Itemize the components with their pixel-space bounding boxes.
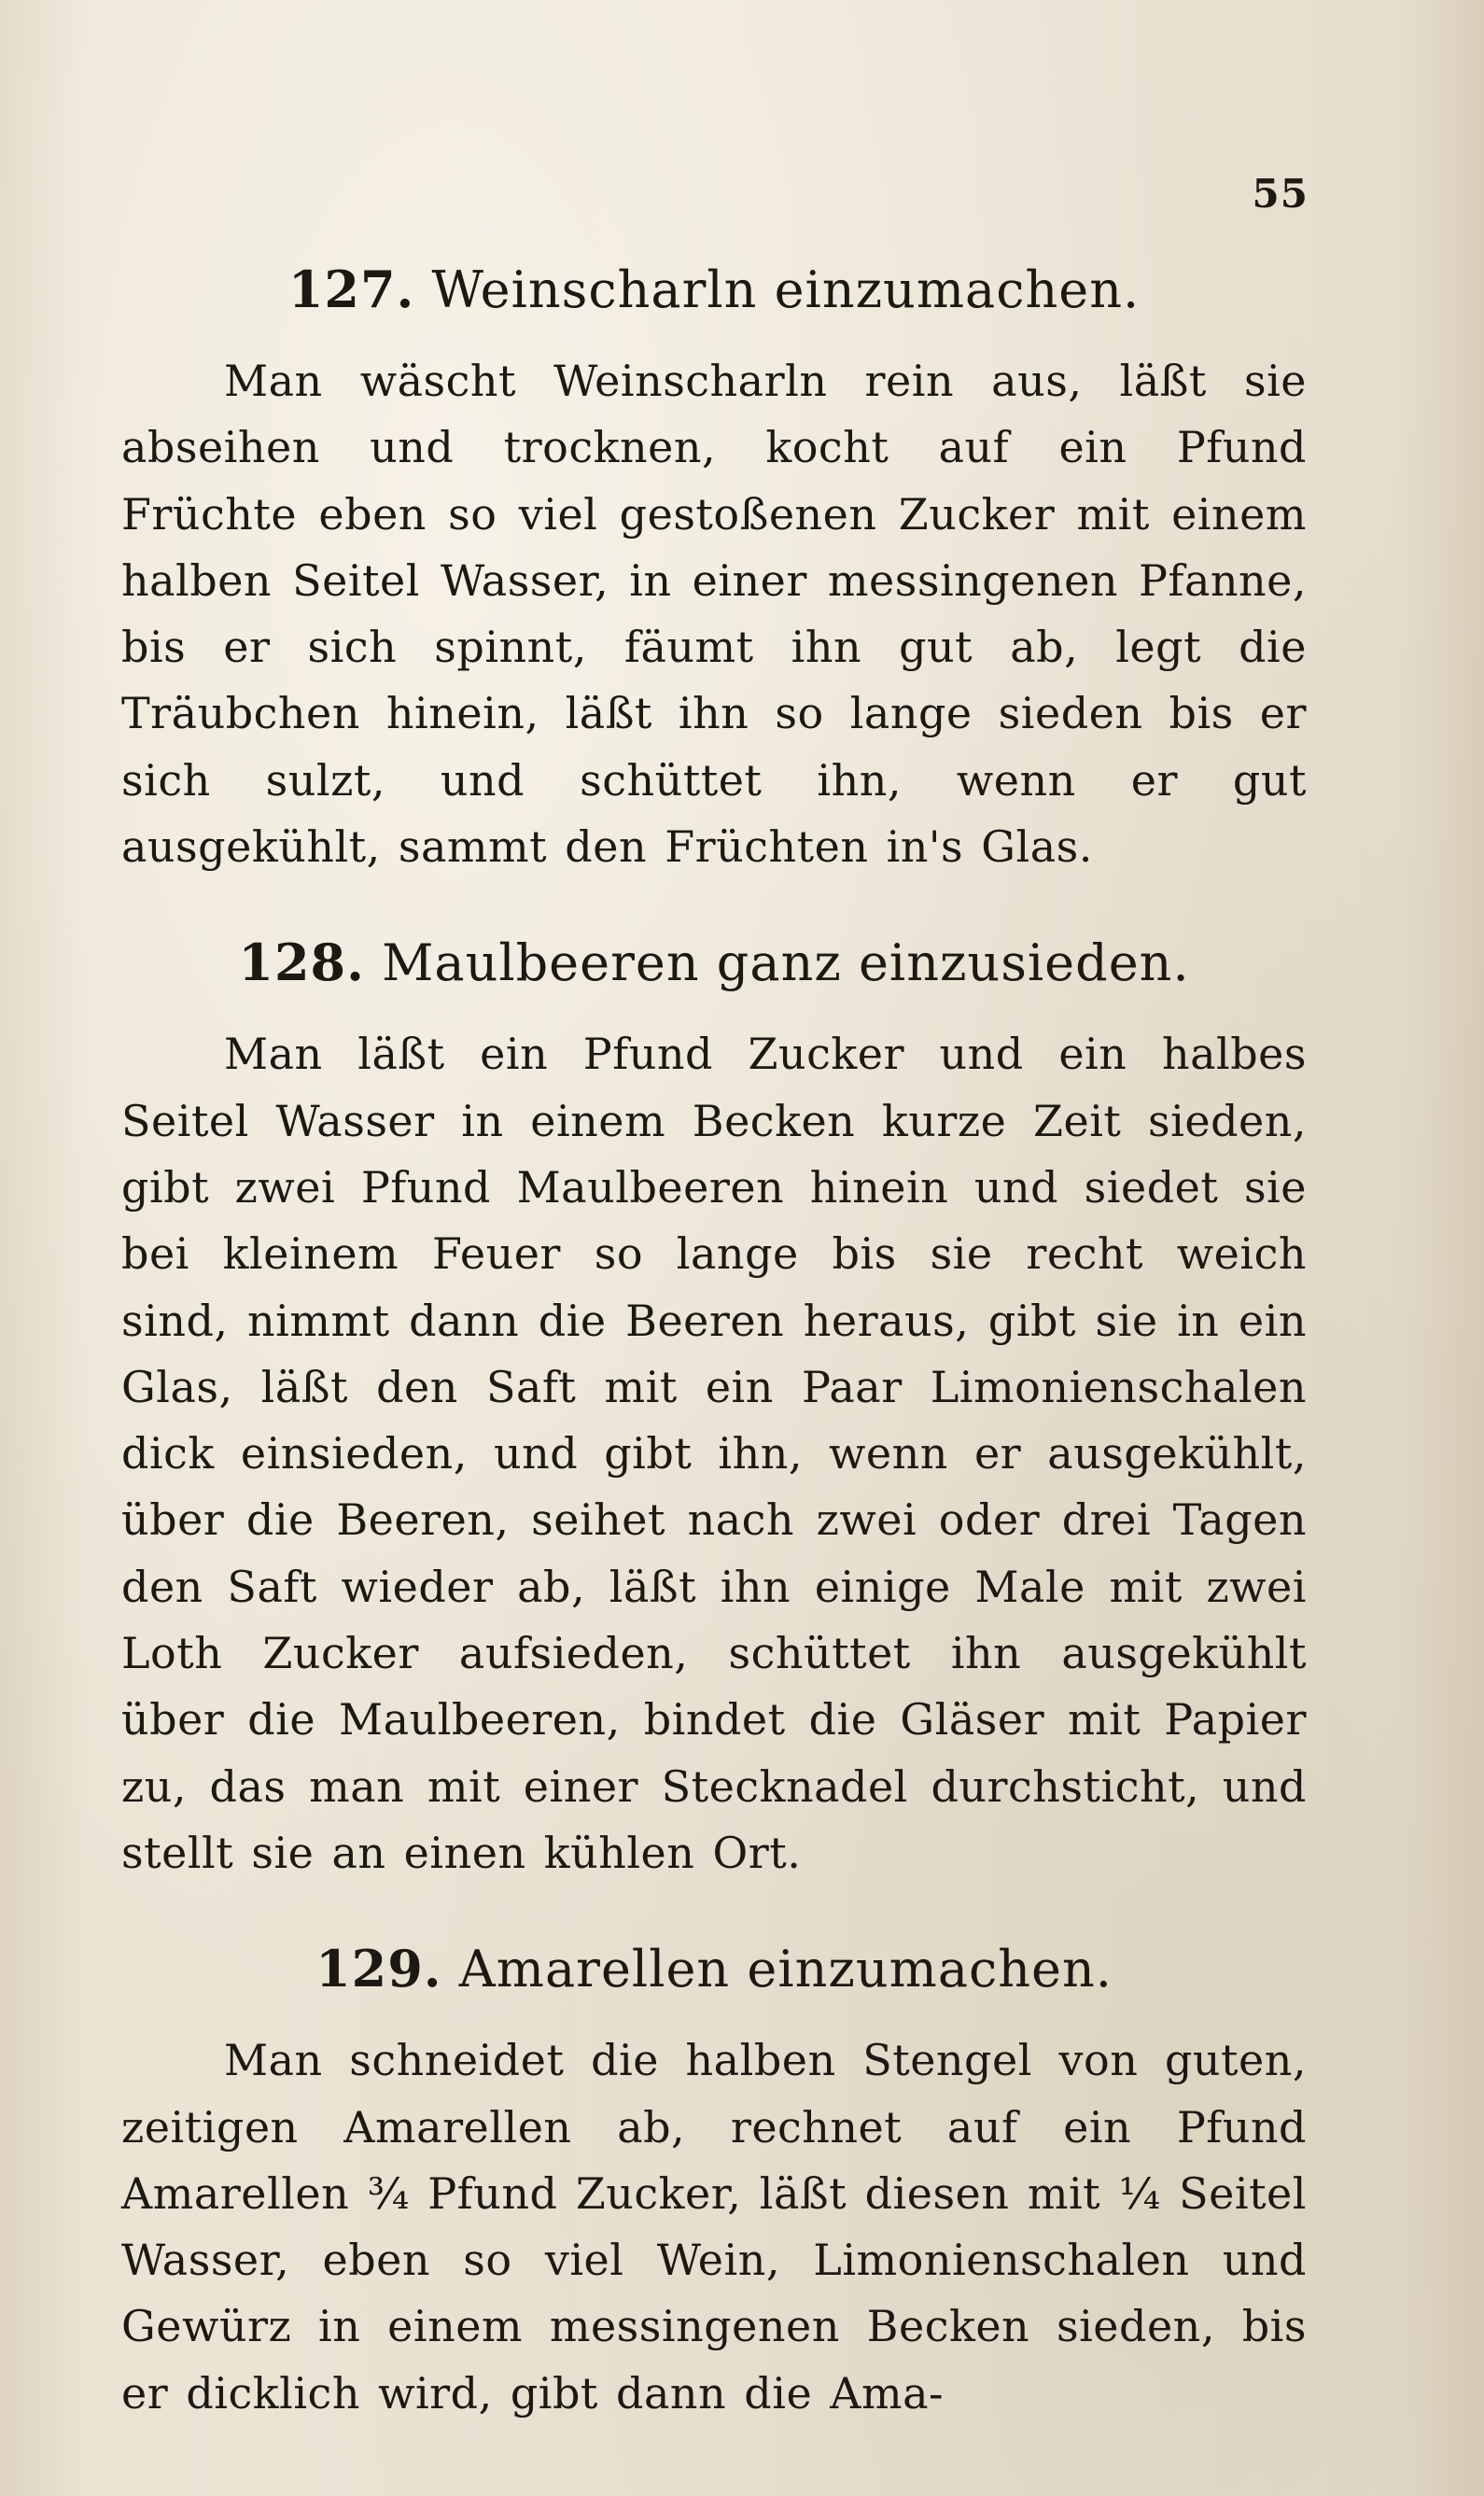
recipe-128 bbox=[121, 925, 1307, 1886]
page-content bbox=[121, 252, 1307, 2472]
recipe-127 bbox=[121, 252, 1307, 880]
recipe-129 bbox=[121, 1931, 1307, 2427]
recipe-heading bbox=[121, 252, 1307, 328]
recipe-title: Weinscharln einzumachen. bbox=[431, 260, 1141, 319]
recipe-heading bbox=[121, 1931, 1307, 2007]
recipe-title: Amarellen einzumachen. bbox=[458, 1940, 1113, 1999]
recipe-text: Man läßt ein Pfund Zucker und ein halbes Seitel Wasser in einem Becken kurze Zeit sieden, gibt zwei Pfund Maulbeeren hinein und siedet sie bei kleinem Feuer so lange bis sie recht weich sind, nimmt dann die Beeren heraus, gibt sie in ein Glas, läßt den Saft mit ein Paar Limonienschalen dick einsieden, und gibt ihn, wenn er ausgekühlt, über die Beeren, seihet nach zwei oder drei Tagen den Saft wieder ab, läßt ihn einige Male mit zwei Loth Zucker aufsieden, schüttet ihn ausgekühlt über die Maulbeeren, bindet die Gläser mit Papier zu, das man mit einer Stecknadel durchsticht, und stellt sie an einen kühlen Ort. bbox=[121, 1029, 1307, 1878]
recipe-number: 128. bbox=[238, 932, 365, 993]
recipe-number: 129. bbox=[315, 1939, 442, 1999]
recipe-heading bbox=[121, 925, 1307, 1001]
recipe-number: 127. bbox=[287, 259, 415, 319]
recipe-title: Maulbeeren ganz einzusieden. bbox=[382, 933, 1190, 993]
page-number: 55 bbox=[1252, 171, 1309, 217]
recipe-text: Man wäscht Weinscharln rein aus, läßt sie abseihen und trocknen, kocht auf ein Pfund Früchte eben so viel gestoßenen Zucker mit einem halben Seitel Wasser, in einer messingenen Pfanne, bis er sich spinnt, fäumt ihn gut ab, legt die Träubchen hinein, läßt ihn so lange sieden bis er sich sulzt, und schüttet ihn, wenn er gut ausgekühlt, sammt den Früchten in's Glas. bbox=[121, 356, 1307, 873]
recipe-text: Man schneidet die halben Stengel von guten, zeitigen Amarellen ab, rechnet auf ein Pfund Amarellen ¾ Pfund Zucker, läßt diesen mit ¼ Seitel Wasser, eben so viel Wein, Limonienschalen und Gewürz in einem messingenen Becken sieden, bis er dicklich wird, gibt dann die Ama- bbox=[121, 2035, 1307, 2419]
